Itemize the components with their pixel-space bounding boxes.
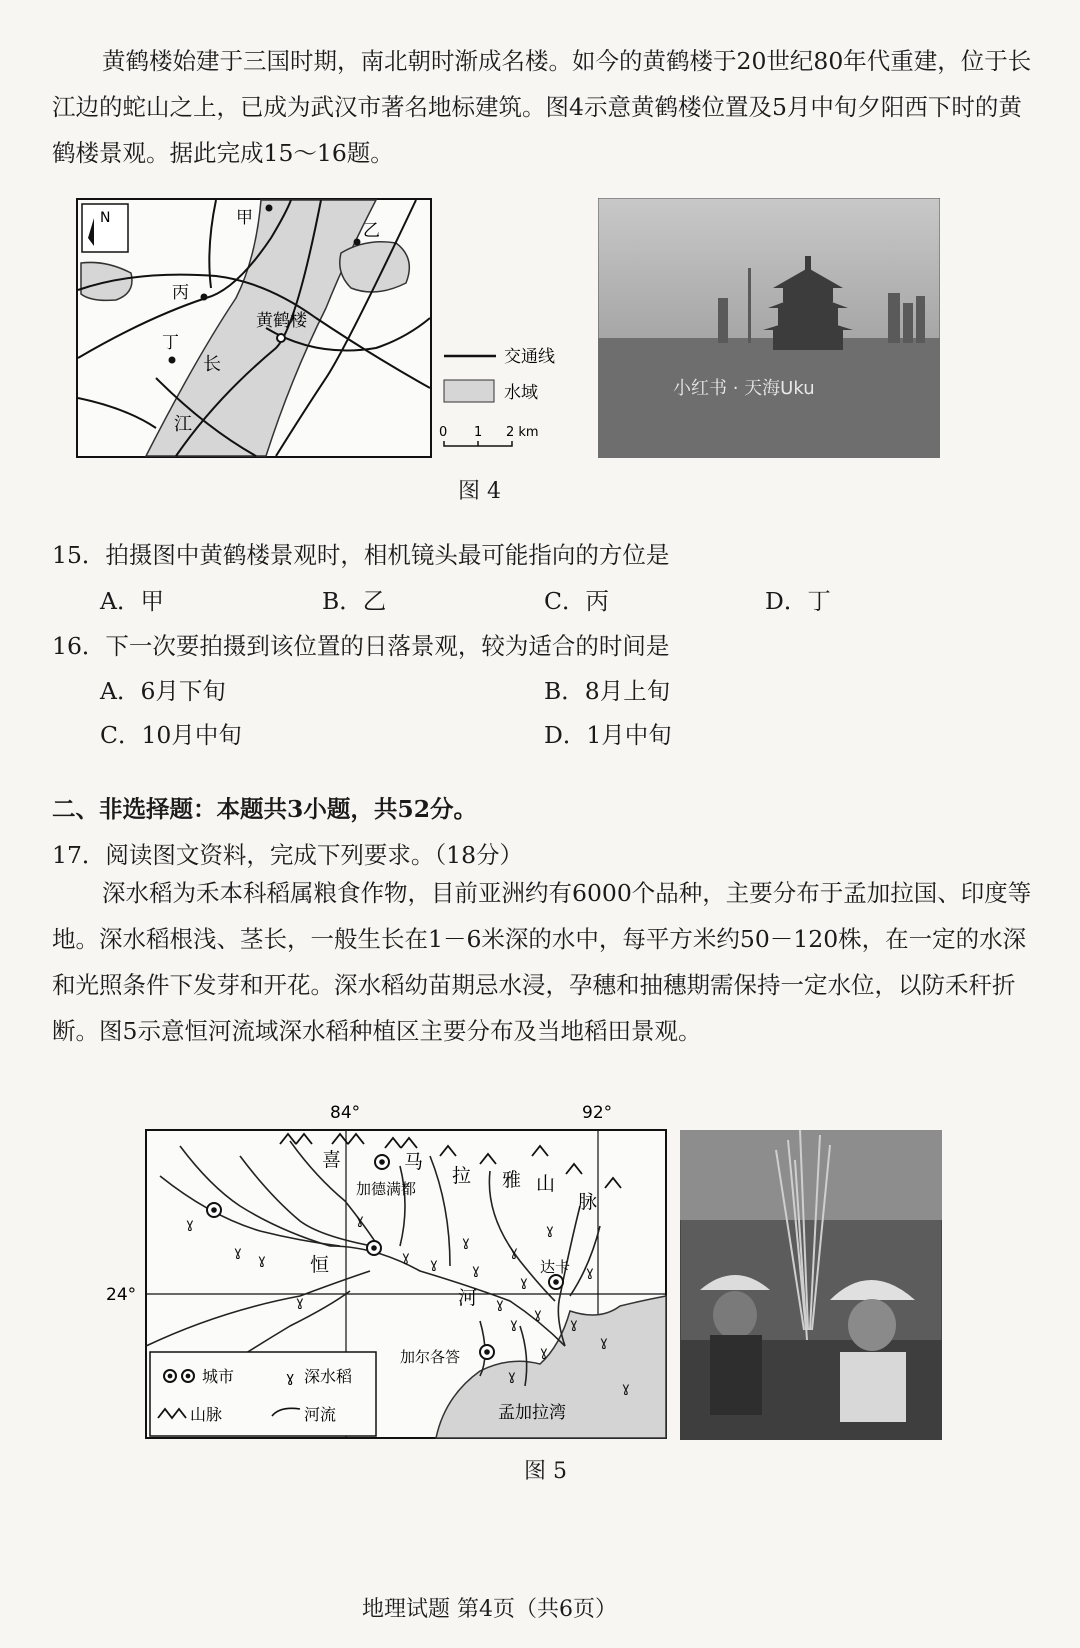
label-kolkata: 加尔各答 [400, 1348, 461, 1366]
label-jia: 甲 [236, 208, 253, 228]
svg-text:ɣ: ɣ [508, 1369, 516, 1384]
svg-text:ɣ: ɣ [286, 1370, 295, 1386]
figure4-map [76, 198, 576, 460]
point-yi [354, 239, 361, 246]
label-chang: 长 [203, 354, 221, 375]
lon-84: 84° [330, 1103, 361, 1123]
q15-option-d[interactable]: D．丁 [765, 587, 831, 615]
label-heng: 恒 [310, 1254, 330, 1276]
legend-city: 城市 [202, 1367, 235, 1386]
figure4-caption: 图 4 [458, 479, 501, 504]
lat-24: 24° [106, 1285, 137, 1305]
svg-text:ɣ: ɣ [534, 1307, 542, 1322]
legend-rice: 深水稻 [304, 1367, 353, 1386]
q17-paragraph: 深水稻为禾本科稻属粮食作物，目前亚洲约有6000个品种，主要分布于孟加拉国、印度等地。深水稻根浅、茎长，一般生长在1－6米深的水中，每平方米约50－120株，在一定的水深和光照条件下发芽和开花。深水稻幼苗期忌水浸，孕穗和抽穗期需保持一定水位，以防禾秆折断。图5示意恒河流域深水稻种植区主要分布及当地稻田景观。 [52, 879, 1032, 1045]
legend-road: 交通线 [504, 347, 555, 367]
legend-mountain: 山脉 [190, 1405, 223, 1424]
svg-text:ɣ: ɣ [600, 1335, 608, 1350]
point-hhl [277, 334, 285, 342]
label-ding: 丁 [162, 333, 179, 353]
label-hhl: 黄鹤楼 [256, 311, 307, 331]
legend-water: 水域 [504, 383, 538, 403]
svg-text:ɣ: ɣ [510, 1317, 518, 1332]
q16-stem: 16．下一次要拍摄到该位置的日落景观，较为适合的时间是 [52, 632, 670, 660]
svg-text:ɣ: ɣ [186, 1217, 194, 1232]
q15-option-a[interactable]: A．甲 [100, 587, 164, 615]
q15-option-c[interactable]: C．丙 [544, 587, 609, 615]
label-mai: 脉 [578, 1191, 598, 1213]
scale-1: 1 [474, 425, 483, 440]
label-kathmandu: 加德满都 [356, 1180, 417, 1198]
label-dhaka: 达卡 [540, 1258, 571, 1276]
label-shan: 山 [536, 1173, 556, 1195]
q16-option-c[interactable]: C．10月中旬 [100, 721, 242, 749]
svg-text:ɣ: ɣ [234, 1245, 242, 1260]
label-yi: 乙 [363, 221, 380, 241]
q17-stem: 17．阅读图文资料，完成下列要求。（18分） [52, 841, 524, 869]
legend-water-swatch [444, 380, 494, 402]
q15-option-b[interactable]: B．乙 [322, 587, 387, 615]
point-ding [169, 357, 176, 364]
figure4-photo [598, 198, 940, 458]
figure5-photo [680, 1130, 942, 1440]
svg-text:ɣ: ɣ [570, 1317, 578, 1332]
svg-text:ɣ: ɣ [296, 1295, 304, 1310]
label-la: 拉 [452, 1165, 472, 1187]
page-footer: 地理试题 第4页（共6页） [362, 1597, 617, 1622]
point-jia [266, 205, 273, 212]
svg-text:ɣ: ɣ [430, 1257, 438, 1272]
svg-text:ɣ: ɣ [472, 1263, 480, 1278]
svg-text:ɣ: ɣ [258, 1253, 266, 1268]
figure5-caption: 图 5 [524, 1459, 567, 1484]
q16-option-a[interactable]: A．6月下旬 [100, 677, 226, 705]
label-ma: 马 [404, 1151, 424, 1173]
q16-option-b[interactable]: B．8月上旬 [544, 677, 671, 705]
label-bing: 丙 [172, 283, 189, 303]
q15-stem: 15．拍摄图中黄鹤楼景观时，相机镜头最可能指向的方位是 [52, 541, 670, 569]
q16-option-d[interactable]: D．1月中旬 [544, 721, 672, 749]
figure5-map [100, 1096, 670, 1441]
svg-text:ɣ: ɣ [586, 1265, 594, 1280]
svg-text:ɣ: ɣ [540, 1345, 548, 1360]
label-xi: 喜 [322, 1149, 342, 1171]
legend-river: 河流 [304, 1405, 337, 1424]
svg-text:ɣ: ɣ [402, 1250, 410, 1265]
svg-text:ɣ: ɣ [496, 1297, 504, 1312]
point-bing [201, 294, 208, 301]
label-ya: 雅 [502, 1169, 522, 1191]
svg-text:ɣ: ɣ [356, 1213, 364, 1228]
svg-text:ɣ: ɣ [510, 1245, 518, 1260]
fig5-legend-box [150, 1352, 376, 1436]
scale-2: 2 km [506, 425, 539, 440]
north-label: N [100, 210, 111, 226]
svg-text:ɣ: ɣ [546, 1223, 554, 1238]
photo-watermark: 小红书 · 天海Uku [673, 378, 815, 399]
label-jiang: 江 [174, 414, 192, 435]
scale-bar [444, 441, 512, 446]
intro-paragraph: 黄鹤楼始建于三国时期，南北朝时渐成名楼。如今的黄鹤楼于20世纪80年代重建，位于长江边的蛇山之上，已成为武汉市著名地标建筑。图4示意黄鹤楼位置及5月中旬夕阳西下时的黄鹤楼景观。据此完成15～16题。 [52, 47, 1032, 167]
scale-0: 0 [439, 425, 448, 440]
svg-text:ɣ: ɣ [520, 1275, 528, 1290]
lon-92: 92° [582, 1103, 613, 1123]
svg-text:ɣ: ɣ [622, 1381, 630, 1396]
label-bay: 孟加拉湾 [498, 1403, 566, 1423]
svg-text:ɣ: ɣ [462, 1235, 470, 1250]
section2-heading: 二、非选择题：本题共3小题，共52分。 [52, 795, 478, 823]
label-he: 河 [458, 1287, 478, 1309]
